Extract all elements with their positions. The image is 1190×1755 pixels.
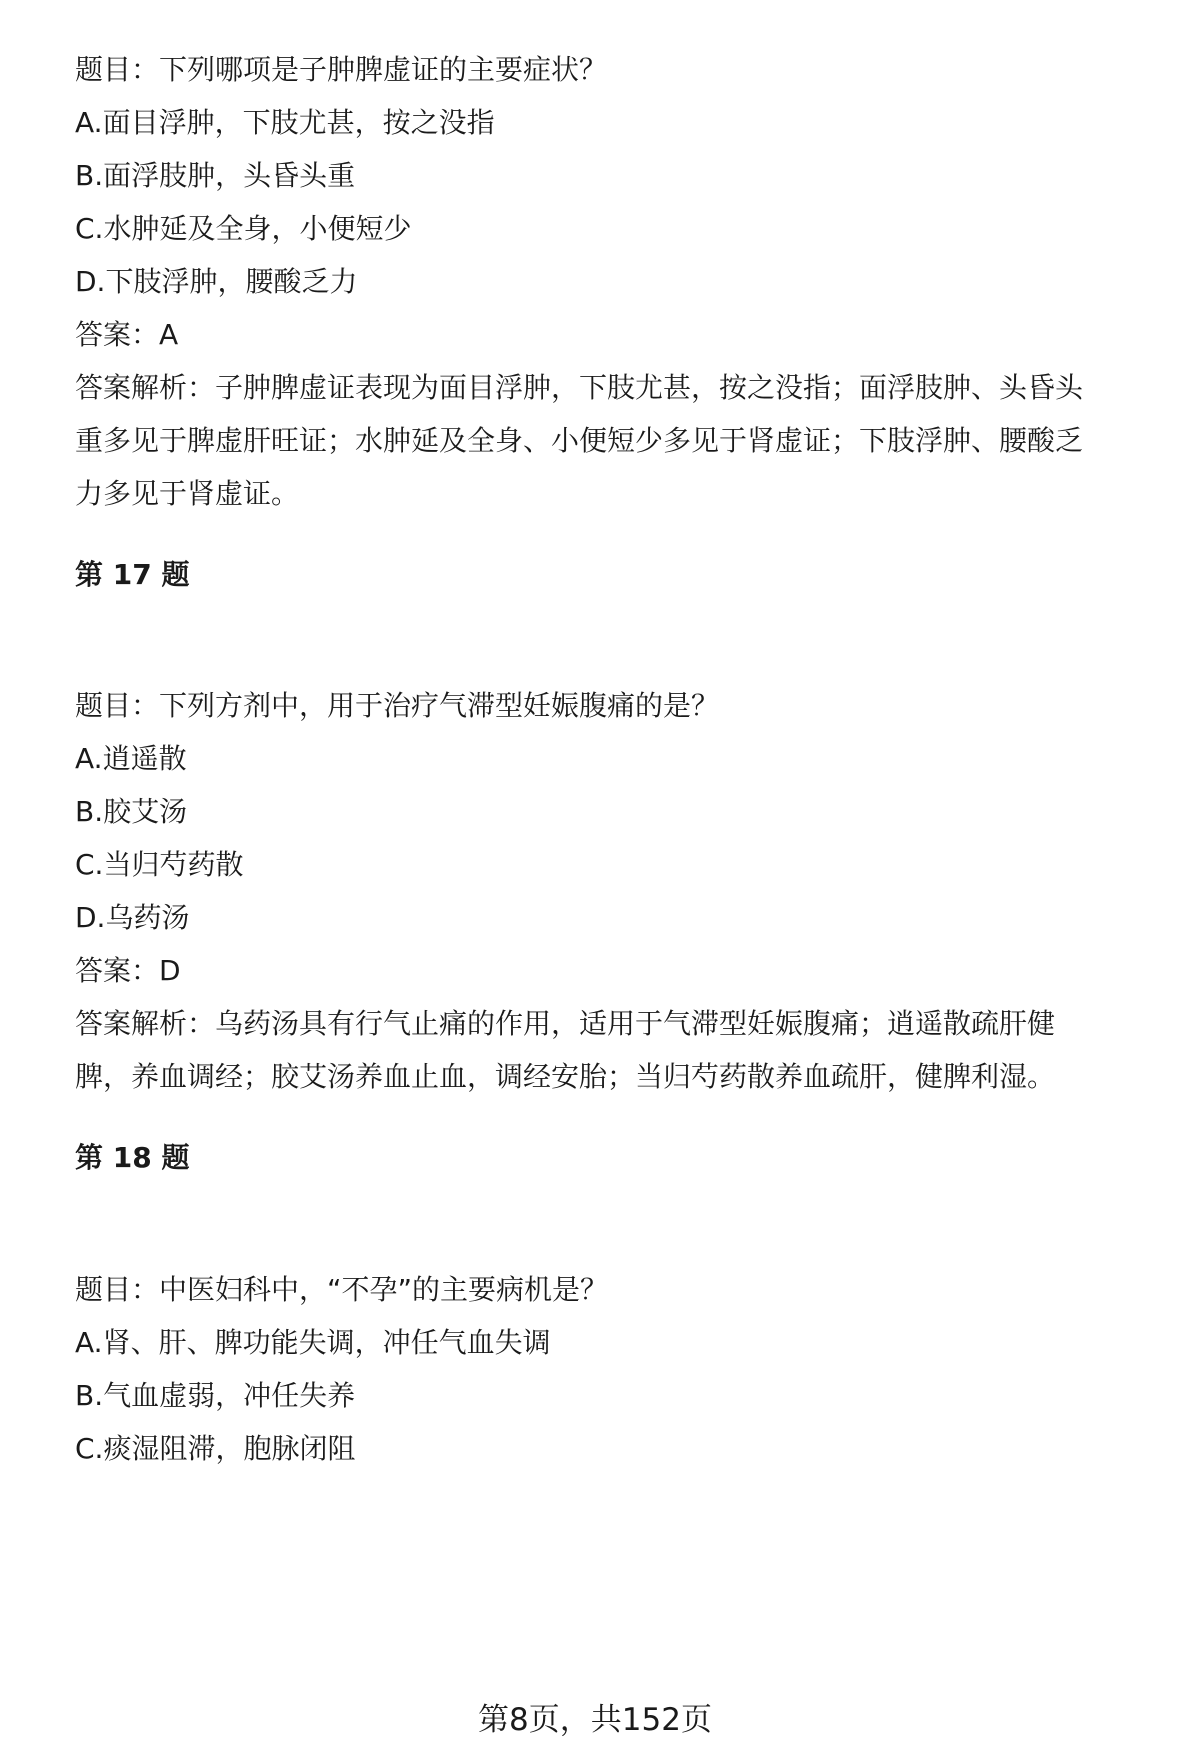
q18-option-c: C.痰湿阻滞，胞脉闭阻 (75, 1432, 356, 1465)
q16-explanation-line: 力多见于肾虚证。 (75, 477, 300, 510)
q16-explanation-line: 重多见于脾虚肝旺证；水肿延及全身、小便短少多见于肾虚证；下肢浮肿、腰酸乏 (75, 424, 1084, 457)
q17-heading: 第 17 题 (75, 558, 190, 591)
q17-explanation-line: 脾，养血调经；胶艾汤养血止血，调经安胎；当归芍药散养血疏肝，健脾利湿。 (75, 1060, 1056, 1093)
q16-option-d: D.下肢浮肿，腰酸乏力 (75, 265, 358, 298)
q17-option-c: C.当归芍药散 (75, 848, 244, 881)
q17-option-a: A.逍遥散 (75, 742, 187, 775)
q17-answer: 答案：D (75, 954, 181, 987)
q17-explanation-line: 答案解析：乌药汤具有行气止痛的作用，适用于气滞型妊娠腹痛；逍遥散疏肝健 (75, 1007, 1056, 1040)
q18-option-a: A.肾、肝、脾功能失调，冲任气血失调 (75, 1326, 551, 1359)
q16-option-c: C.水肿延及全身，小便短少 (75, 212, 412, 245)
q17-option-b: B.胶艾汤 (75, 795, 188, 828)
q16-explanation-line: 答案解析：子肿脾虚证表现为面目浮肿，下肢尤甚，按之没指；面浮肢肿、头昏头 (75, 371, 1084, 404)
q18-option-b: B.气血虚弱，冲任失养 (75, 1379, 356, 1412)
page-number: 第8页，共152页 (478, 1702, 712, 1738)
q16-answer: 答案：A (75, 318, 179, 351)
q16-question: 题目：下列哪项是子肿脾虚证的主要症状？ (75, 53, 608, 86)
q16-option-a: A.面目浮肿，下肢尤甚，按之没指 (75, 106, 495, 139)
q18-heading: 第 18 题 (75, 1141, 190, 1174)
q17-question: 题目：下列方剂中，用于治疗气滞型妊娠腹痛的是？ (75, 689, 720, 722)
q17-option-d: D.乌药汤 (75, 901, 190, 934)
q18-question: 题目：中医妇科中，“不孕”的主要病机是？ (75, 1273, 609, 1306)
q16-option-b: B.面浮肢肿，头昏头重 (75, 159, 356, 192)
